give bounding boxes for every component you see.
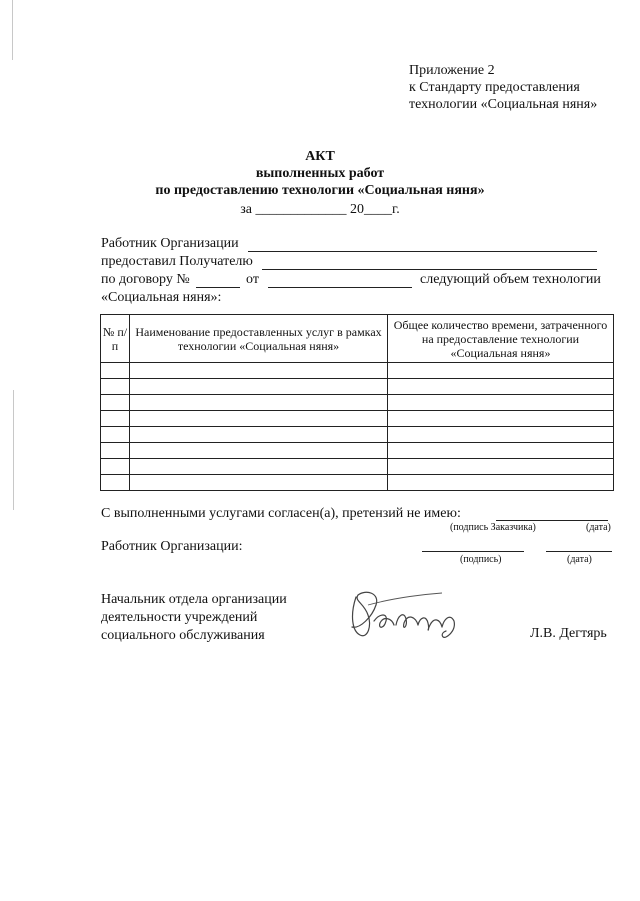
contract-number-line[interactable]: [196, 287, 240, 288]
table-cell[interactable]: [130, 443, 388, 459]
table-cell[interactable]: [101, 379, 130, 395]
handwritten-signature: [346, 585, 466, 645]
worker-date-line[interactable]: [546, 551, 612, 552]
table-cell[interactable]: [388, 475, 614, 491]
col-services-header: Наименование предоставленных услуг в рамках технологии «Социальная няня»: [130, 315, 388, 363]
volume-label: следующий объем технологии: [420, 272, 601, 287]
appendix-line-1: Приложение 2: [409, 63, 495, 78]
title-line-1: АКТ: [305, 149, 335, 164]
contract-date-line[interactable]: [268, 287, 412, 288]
table-cell[interactable]: [130, 363, 388, 379]
table-cell[interactable]: [101, 395, 130, 411]
chief-name: Л.В. Дегтярь: [530, 626, 607, 641]
agreement-text: С выполненными услугами согласен(а), претензий не имею:: [101, 506, 461, 521]
appendix-line-2: к Стандарту предоставления: [409, 80, 580, 95]
col-time-header: Общее количество времени, затраченного на предоставление технологии «Социальная няня»: [388, 315, 614, 363]
worker-name-line[interactable]: [248, 251, 597, 252]
worker-date-caption: (дата): [567, 554, 592, 565]
worker-signature-caption: (подпись): [460, 554, 502, 565]
recipient-name-line[interactable]: [262, 269, 597, 270]
table-cell[interactable]: [388, 395, 614, 411]
from-label: от: [246, 272, 259, 287]
table-cell[interactable]: [388, 379, 614, 395]
volume-label-cont: «Социальная няня»:: [101, 290, 222, 305]
worker-signoff-label: Работник Организации:: [101, 539, 243, 554]
scan-edge-mark: [13, 390, 14, 510]
table-cell[interactable]: [388, 459, 614, 475]
worker-signature-line[interactable]: [422, 551, 524, 552]
table-row: [101, 363, 614, 379]
table-cell[interactable]: [130, 475, 388, 491]
table-cell[interactable]: [101, 459, 130, 475]
title-line-3: по предоставлению технологии «Социальная няня»: [155, 183, 485, 198]
services-table: [100, 314, 614, 491]
table-row: [101, 395, 614, 411]
table-cell[interactable]: [101, 443, 130, 459]
scan-edge-mark: [12, 0, 13, 60]
appendix-header: [409, 62, 597, 113]
table-cell[interactable]: [388, 363, 614, 379]
table-cell[interactable]: [388, 411, 614, 427]
table-cell[interactable]: [130, 395, 388, 411]
table-row: [101, 459, 614, 475]
title-line-2: выполненных работ: [255, 166, 385, 181]
customer-signature-caption: (подпись Заказчика): [450, 522, 536, 533]
appendix-line-3: технологии «Социальная няня»: [409, 97, 598, 112]
table-row: [101, 411, 614, 427]
table-row: [101, 443, 614, 459]
period-line: за _____________ 20____г.: [240, 202, 400, 217]
worker-label: Работник Организации: [101, 236, 239, 251]
table-cell[interactable]: [388, 443, 614, 459]
provided-label: предоставил Получателю: [101, 254, 253, 269]
table-cell[interactable]: [130, 427, 388, 443]
contract-label: по договору №: [101, 272, 190, 287]
col-number-header: № п/п: [101, 315, 130, 363]
table-row: [101, 427, 614, 443]
customer-date-caption: (дата): [586, 522, 611, 533]
table-cell[interactable]: [130, 411, 388, 427]
table-cell[interactable]: [101, 363, 130, 379]
chief-title-line-2: деятельности учреждений: [101, 610, 258, 625]
table-cell[interactable]: [101, 475, 130, 491]
table-row: [101, 475, 614, 491]
customer-signature-line[interactable]: [496, 520, 608, 521]
chief-title-line-1: Начальник отдела организации: [101, 592, 287, 607]
table-cell[interactable]: [101, 427, 130, 443]
chief-title-line-3: социального обслуживания: [101, 628, 265, 643]
document-title: [0, 148, 640, 199]
table-row: [101, 379, 614, 395]
table-cell[interactable]: [101, 411, 130, 427]
chief-title: [101, 591, 287, 645]
table-cell[interactable]: [388, 427, 614, 443]
table-header-row: [101, 315, 614, 363]
table-cell[interactable]: [130, 459, 388, 475]
table-cell[interactable]: [130, 379, 388, 395]
